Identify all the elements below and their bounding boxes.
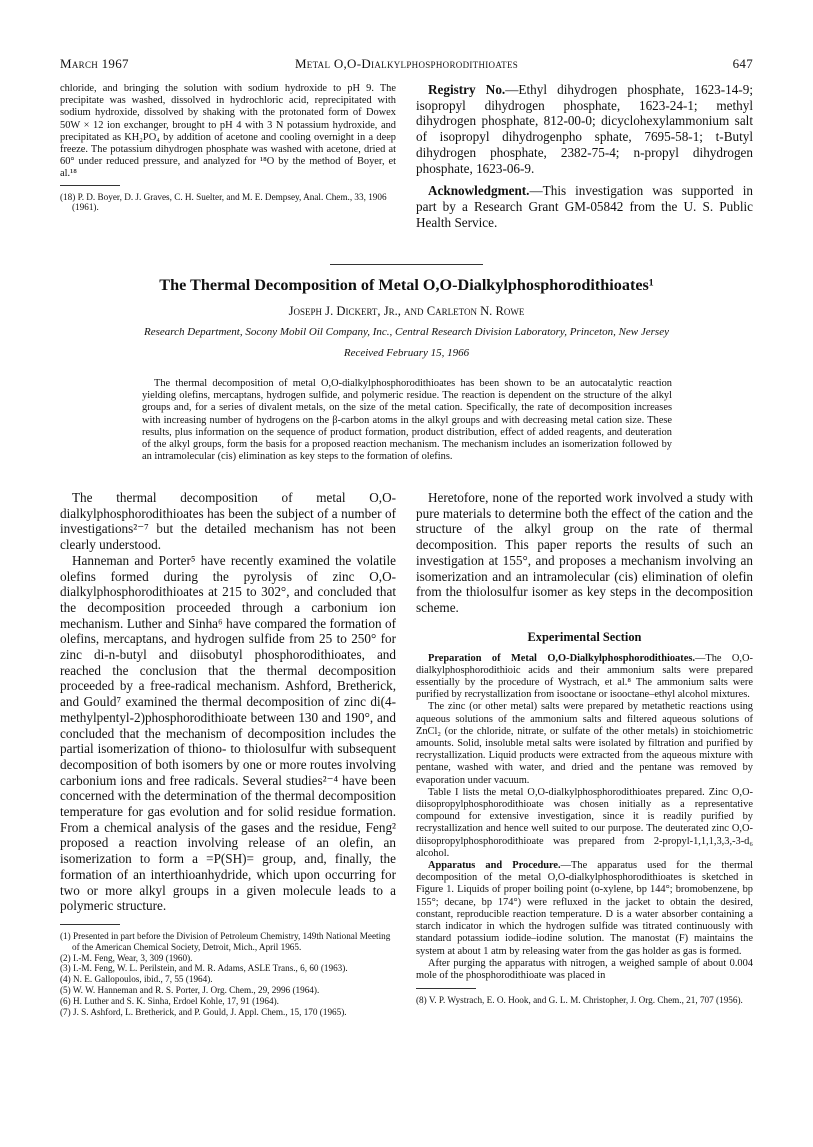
header-running-title: Metal O,O-Dialkylphosphorodithioates xyxy=(294,56,519,71)
intro-paragraph-3: Heretofore, none of the reported work involved a study with pure materials to determine both the effect of the cation and the structure of the alkyl group on the rate of thermal decomposition. This paper reports the results of such an investigation at 155°, and proposes a mechanism involving an isomerization and an intramolecular (cis) elimination of olefin from the thiolosulfur isomer as key steps in the decomposition scheme. xyxy=(416,490,753,615)
zinc-salts-paragraph: The zinc (or other metal) salts were prepared by metathetic reactions using aqueous solutions of the ammonium salts and filtered aqueous solutions of ZnCl₂ (or the chloride, nitrate, or sulfate of the other metals) in stoichiometric amounts. Solid, insoluble metal salts were isolated by filtration and purified by recrystallization. Liquid products were extracted from the aqueous mixture with pentane, washed with water, and dried and the pentane was removed by evaporation under vacuum. xyxy=(416,701,753,786)
main-left-column xyxy=(60,490,396,1017)
registry-numbers xyxy=(416,82,753,176)
preparation-label: Preparation of Metal O,O-Dialkylphosphorodithioates. xyxy=(428,652,695,664)
abstract: The thermal decomposition of metal O,O-dialkylphosphorodithioates has been shown to be an autocatalytic reaction yielding olefins, mercaptans, hydrogen sulfide, and polymeric residue. The reaction is dependent on the structure of the alkyl groups and, for a series of divalent metals, on the size of the metal cation. Specifically, the rate of decomposition increases with increasing number of hydrogens on the β-carbon atoms in the alkyl groups and with decreasing metal cation size. These results, plus information on the sequence of product formation, product distribution, effect of added reagents, and deuteration of the alkyl groups, form the basis for a proposed reaction mechanism. The mechanism includes an isomerization followed by an intramolecular (cis) elimination as key steps to the formation of olefins. xyxy=(142,378,672,463)
article-affiliation: Research Department, Socony Mobil Oil Company, Inc., Central Research Division Laboratory, Princeton, New Jersey xyxy=(144,326,669,338)
intro-paragraph-1: The thermal decomposition of metal O,O-dialkylphosphorodithioates has been the subject of a number of investigations²⁻⁷ but the detailed mechanism has not been clearly understood. xyxy=(60,490,396,553)
footnote-1: (1) Presented in part before the Division of Petroleum Chemistry, 149th National Meeting of the American Chemical Society, Detroit, Mich., April 1965. xyxy=(60,930,391,952)
running-header xyxy=(60,56,753,74)
apparatus-text: —The apparatus used for the thermal decomposition of the metal O,O-dialkylphosphorodithioates is sketched in Figure 1. Liquids of proper boiling point (o-xylene, bp 144°; bromobenzene, bp 155°; decane, bp 174°) were refluxed in the jacket to obtain the desired, constant, reproducible reaction temperature. D is a water absorber containing a starch indicator in which the hydrogen sulfide was titrated continuously with standard potassium iodide–iodine solution. The manostat (F) maintains the system at about 1 atm by releasing water from the gas holder as gas is formed. xyxy=(416,860,753,957)
registry-text: —Ethyl dihydrogen phosphate, 1623-14-9; isopropyl dihydrogen phosphate, 1623-24-1; methyl dihydrogen phosphate, 812-00-0; dicyclohexylammonium salt of isopropyl dihydrogenpho sphate, 7695-58-1; t-Butyl dihydrogen phosphate, 2382-75-4; n-propyl dihydrogen phosphate, 1623-06-9. xyxy=(416,82,753,176)
footnote-8: (8) V. P. Wystrach, E. O. Hook, and G. L. M. Christopher, J. Org. Chem., 21, 707 (1956). xyxy=(416,995,743,1006)
section-heading-experimental: Experimental Section xyxy=(527,629,642,644)
received-date: Received February 15, 1966 xyxy=(343,347,470,359)
footnote-rule xyxy=(416,988,476,989)
footnote-4: (4) N. E. Gallopoulos, ibid., 7, 55 (1964). xyxy=(60,974,213,985)
apparatus-paragraph xyxy=(416,860,753,958)
footnote-rule xyxy=(60,924,120,925)
intro-paragraph-2: Hanneman and Porter⁵ have recently examined the volatile olefins formed during the pyrolysis of zinc O,O-dialkylphosphorodithioates at 215 to 302°, and concluded that the decomposition proceeded through a carbonium ion mechanism. Luther and Sinha⁶ have compared the formation of olefins, mercaptans, and hydrogen sulfide from 25 to 250° for zinc di-n-butyl and diisobutyl phosphorodithioates, and reached the conclusion that the thermal decomposition proceeded by a free-radical mechanism. Ashford, Bretherick, and Gould⁷ examined the thermal decomposition of zinc di(4-methylpentyl-2)phosphorodithioate between 130 and 190°, and concluded that the mechanism of decomposition includes the partial isomerization of thiono- to thiolosulfur with subsequent decomposition of both isomers by one or more routes involving carbonium ions and free radicals. Several studies²⁻⁴ have been concerned with the determination of the thermal decomposition temperature for gas evolution and for solid residue formation. From a chemical analysis of the gases and the residue, Feng² proposed a reaction involving release of an olefin, an isomerization to form a =P(SH)= group, and, finally, the formation of an interthioanhydride, which upon occurring for two or more alkyl groups in a given molecule leads to a polymeric structure. xyxy=(60,552,396,914)
footnote-6: (6) H. Luther and S. K. Sinha, Erdoel Kohle, 17, 91 (1964). xyxy=(60,995,279,1006)
footnote-3: (3) I.-M. Feng, W. L. Perilstein, and M. R. Adams, ASLE Trans., 6, 60 (1963). xyxy=(60,963,348,974)
main-right-column xyxy=(416,490,753,1006)
table-one-paragraph: Table I lists the metal O,O-dialkylphosphorodithioates prepared. Zinc O,O-diisopropylphosphorodithioate was chosen initially as a representative compound for extensive investigation, since it is readily purified by recrystallization and hence well suited to our purpose. The deuterated zinc O,O-diisopropylphosphorodithioate was prepared from 2-propyl-1,1,1,3,3,-3-d₆ alcohol. xyxy=(416,786,753,859)
apparatus-label: Apparatus and Procedure. xyxy=(428,860,561,872)
footnote-rule xyxy=(60,185,120,186)
footnote-18: (18) P. D. Boyer, D. J. Graves, C. H. Suelter, and M. E. Dempsey, Anal. Chem., 33, 1906 (1961). xyxy=(60,191,387,213)
preparation-paragraph xyxy=(416,653,753,702)
article-separator xyxy=(330,264,483,265)
preparation-text: —The O,O-dialkylphosphorodithioic acids and their ammonium salts were prepared essentially by the procedure of Wystrach, et al.⁸ The ammonium salts were purified by recrystallization from isooctane or isooctane–ethyl alcohol mixtures. xyxy=(416,652,753,701)
ack-label: Acknowledgment. xyxy=(428,183,530,199)
prev-article-right xyxy=(416,82,753,230)
header-date: March 1967 xyxy=(60,56,129,71)
prev-article-paragraph: chloride, and bringing the solution with sodium hydroxide to pH 9. The precipitate was washed, dissolved in hydrochloric acid, reprecipitated with sodium hydroxide, dissolved by shaking with the protonated form of Dowex 50W × 12 ion exchanger, brought to pH 4 with 3 N potassium hydroxide, and precipitated as KH₂PO₄ by addition of acetone and cooling overnight in a deep freeze. The potassium dihydrogen phosphate was washed with acetone, dried at 60° under reduced pressure, and analyzed for ¹⁸O by the method of Boyer, et al.¹⁸ xyxy=(60,83,396,180)
footnote-5: (5) W. W. Hanneman and R. S. Porter, J. Org. Chem., 29, 2996 (1964). xyxy=(60,984,320,995)
acknowledgment xyxy=(416,183,753,230)
article-title: The Thermal Decomposition of Metal O,O-Dialkylphosphorodithioates¹ xyxy=(159,276,654,294)
purging-paragraph: After purging the apparatus with nitrogen, a weighed sample of about 0.004 mole of the phosphorodithioate was placed in xyxy=(416,957,753,981)
registry-label: Registry No. xyxy=(428,82,506,97)
prev-article-left xyxy=(60,83,396,213)
footnote-2: (2) I.-M. Feng, Wear, 3, 309 (1960). xyxy=(60,952,193,963)
ack-text: —This investigation was supported in part by a Research Grant GM-05842 from the U. S. Public Health Service. xyxy=(416,183,753,230)
header-page-number: 647 xyxy=(732,56,753,71)
article-authors: Joseph J. Dickert, Jr., and Carleton N. Rowe xyxy=(288,304,525,318)
footnote-7: (7) J. S. Ashford, L. Bretherick, and P. Gould, J. Appl. Chem., 15, 170 (1965). xyxy=(60,1006,347,1017)
